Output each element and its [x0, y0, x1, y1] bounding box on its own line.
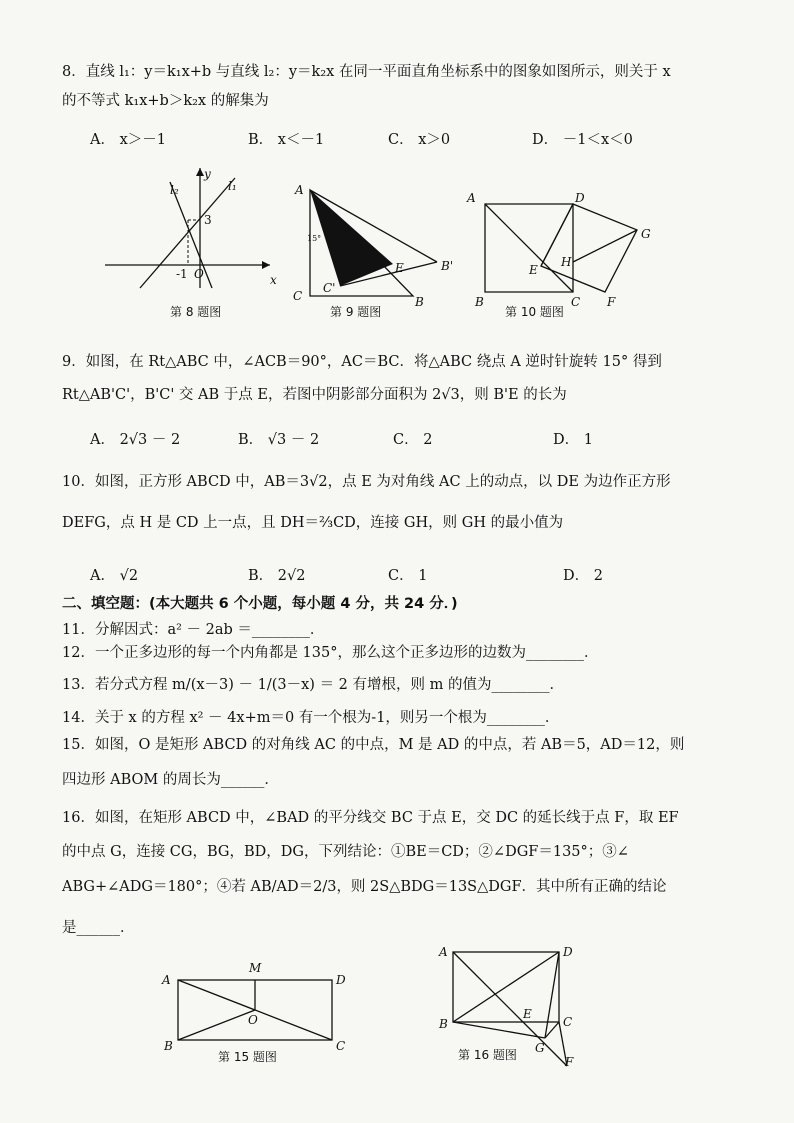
fig10-label-e: E [529, 263, 538, 277]
fig10-caption: 第 10 题图 [505, 305, 564, 319]
fig8-label-o: O [194, 267, 204, 281]
figure-10 [465, 188, 665, 308]
fig9-label-a: A [295, 183, 304, 197]
q14: 14．关于 x 的方程 x² － 4x+m＝0 有一个根为-1，则另一个根为________． [62, 710, 560, 726]
fig10-label-c: C [571, 295, 581, 308]
fig15-label-o: O [248, 1013, 258, 1027]
q8-option-c: C． x＞0 [388, 132, 451, 148]
q9-option-d: D． 1 [553, 432, 593, 448]
fig10-label-g: G [641, 227, 651, 241]
q8-option-a: A． x＞－1 [90, 132, 166, 148]
fig16-label-a: A [439, 945, 448, 959]
q8-line2: 的不等式 k₁x+b＞k₂x 的解集为 [62, 93, 269, 109]
q8-line1: 8．直线 l₁：y＝k₁x+b 与直线 l₂：y＝k₂x 在同一平面直角坐标系中的图象如图所示，则关于 x [62, 64, 671, 80]
q16-line4: 是______． [62, 920, 135, 936]
figure-9 [285, 178, 465, 308]
q10-option-d: D． 2 [563, 568, 603, 584]
fig8-label-l2: l₂ [170, 183, 179, 197]
fig8-label-neg1: -1 [176, 267, 188, 281]
fig9-label-angle: 15° [307, 234, 322, 243]
q8-option-b: B． x＜－1 [248, 132, 325, 148]
fig9-label-bprime: B' [441, 259, 454, 273]
q16-line2: 的中点 G，连接 CG，BG，BD，DG，下列结论：①BE＝CD；②∠DGF＝135°；③∠ [62, 844, 629, 860]
fig8-label-3: 3 [204, 213, 212, 227]
q9-option-a: A． 2√3 － 2 [90, 432, 181, 448]
q9-line2: Rt△AB'C'，B'C' 交 AB 于点 E，若图中阴影部分面积为 2√3，则 B'E 的长为 [62, 387, 567, 403]
fig8-caption: 第 8 题图 [170, 305, 222, 319]
fig8-label-l1: l₁ [228, 179, 237, 193]
q10-line1: 10．如图，正方形 ABCD 中，AB＝3√2，点 E 为对角线 AC 上的动点，以 DE 为边作正方形 [62, 474, 671, 490]
figure-8 [100, 160, 280, 290]
fig16-label-c: C [563, 1015, 573, 1029]
fig10-label-d: D [575, 191, 585, 205]
fig9-caption: 第 9 题图 [330, 305, 382, 319]
q15-line1: 15．如图，O 是矩形 ABCD 的对角线 AC 的中点，M 是 AD 的中点，若 AB＝5，AD＝12，则 [62, 737, 685, 753]
fig10-label-f: F [607, 295, 616, 308]
q12: 12．一个正多边形的每一个内角都是 135°，那么这个正多边形的边数为________． [62, 645, 599, 661]
q10-option-a: A． √2 [90, 568, 139, 584]
fig15-label-b: B [164, 1039, 173, 1053]
fig16-label-f: F [565, 1055, 574, 1069]
fig16-label-d: D [563, 945, 573, 959]
q10-option-c: C． 1 [388, 568, 428, 584]
fig15-label-d: D [336, 973, 346, 987]
fig9-label-c: C [293, 289, 303, 303]
q9-line1: 9．如图，在 Rt△ABC 中，∠ACB＝90°，AC＝BC．将△ABC 绕点 A 逆时针旋转 15° 得到 [62, 354, 662, 370]
fig10-label-b: B [475, 295, 484, 308]
fig9-label-cprime: C' [323, 281, 336, 295]
q15-line2: 四边形 ABOM 的周长为______． [62, 772, 279, 788]
section-2-heading: 二、填空题：(本大题共 6 个小题，每小题 4 分，共 24 分．) [62, 596, 458, 612]
fig8-label-x: x [270, 273, 277, 287]
fig16-label-b: B [439, 1017, 448, 1031]
q9-option-b: B． √3 － 2 [238, 432, 320, 448]
q11: 11．分解因式：a² － 2ab ＝________． [62, 622, 325, 638]
fig9-label-e: E [395, 261, 404, 275]
fig10-label-a: A [467, 191, 476, 205]
q10-line2: DEFG，点 H 是 CD 上一点，且 DH＝⅔CD，连接 GH，则 GH 的最小值为 [62, 515, 564, 531]
q13: 13．若分式方程 m/(x－3) － 1/(3－x) ＝ 2 有增根，则 m 的值为________． [62, 677, 564, 693]
fig15-caption: 第 15 题图 [218, 1050, 277, 1064]
shaded-region [310, 190, 393, 286]
fig15-label-c: C [336, 1039, 346, 1053]
fig15-label-a: A [162, 973, 171, 987]
fig16-label-e: E [523, 1007, 532, 1021]
figure-15 [158, 958, 358, 1053]
q9-option-c: C． 2 [393, 432, 433, 448]
fig8-label-y: y [204, 167, 211, 181]
q16-line3: ABG+∠ADG＝180°；④若 AB/AD＝2/3，则 2S△BDG＝13S△DGF．其中所有正确的结论 [62, 879, 667, 895]
q8-option-d: D． －1＜x＜0 [532, 132, 633, 148]
fig15-label-m: M [249, 961, 262, 975]
q10-option-b: B． 2√2 [248, 568, 306, 584]
fig16-label-g: G [535, 1041, 545, 1055]
q16-line1: 16．如图，在矩形 ABCD 中，∠BAD 的平分线交 BC 于点 E，交 DC 的延长线于点 F，取 EF [62, 810, 679, 826]
fig9-label-b: B [415, 295, 424, 308]
fig10-label-h: H [561, 255, 572, 269]
fig16-caption: 第 16 题图 [458, 1048, 517, 1062]
